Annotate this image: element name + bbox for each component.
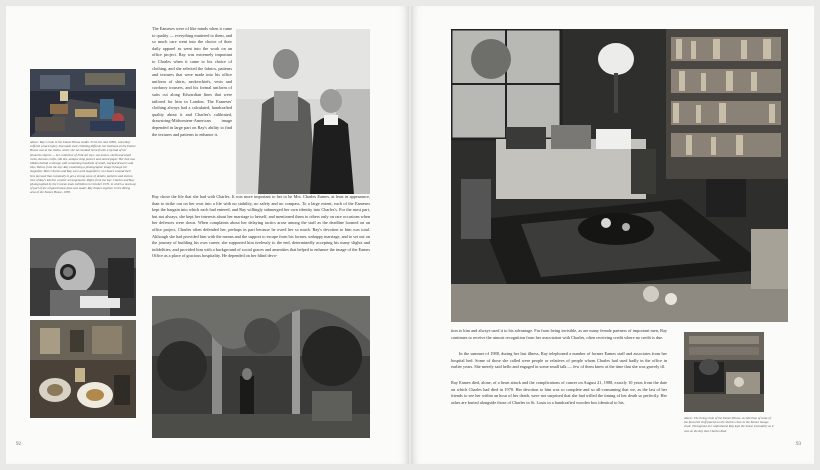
left-column-text: The Eameses were of like minds when it came to quality — everything mattered to them, and so much care went into the choice of their daily apparel as went into the work on an office project. Ray was extremely important to Charles when it came to his choice of clothing, and she selected the fabrics, patterns and textures that were made into his office uniform of shirts, neckerchiefs, vests and corduroy trousers, and his formal uniform of suits cut along Edwardian lines that were tailored for him in London. The Eameses' clothing always had a calculated, handcrafted quality about it and Charles's calibrated, drawstring-Midwestern-American image depended in large part on Ray's ability to find the textures and patterns to enhance it. — [152, 26, 232, 137]
right-body-text-3: Ray Eames died, alone, of a heart attack and the complications of cancer on August 21, 1988, exactly 10 years from the date on which Charles had died in 1978. Her devotion to him was so complete and so all-consuming that we, as the last of her friends to see her within an hour of her death, were not surprised that she had willed the timing of her death so perfectly. Her ashes are buried alongside those of Charles in St. Louis in a handcrafted wooden box identical to his. — [451, 380, 667, 405]
photo-living-room — [451, 29, 788, 322]
photo-charles-and-ray — [236, 29, 370, 194]
photo-small-living-room — [684, 332, 764, 412]
left-page — [6, 6, 409, 464]
right-folio: 93 — [796, 442, 801, 447]
left-body-text: Ray chose the life that she had with Charles. It was more important to her to be Mrs. Charles Eames, at least in appearance, than to strike out on her own into a life with no stability, no safety and no compass. To a large extent, each of the Eameses kept the bargain into which each had entered, and Ray willingly submerged her own identity into Charles's. For the most part, but not always, she kept her interests about her marriage to herself, and mentioned them to others only on rare occasions when her defences were down. When complaints about her delaying tactics arose among the staff as the deadline loomed on an office project, Charles often defended her, perhaps in part because he owed her so much. Ray's devotion to him was total. Although she had provided him with the means and the support to escape from his former, unhappy marriage, and to set out on the journey of building his own career, she supported him tirelessly to the end, determinedly accepting his many slights and infidelities, and provided him with a background of social graces and amenities that helped to enhance the image of the Eames Office as a place of gracious hospitality. He depended on her blind devo- — [152, 194, 370, 259]
photo-kitchen-counter — [30, 320, 136, 418]
right-caption: Above: The living room of the Eames House. A collection of some of the favourite stuff placed on the shelves close to the Eames lounge chair. Throughout her widowhood, Ray kept the house essentially as it was on the day that Charles died. — [684, 416, 774, 433]
right-page — [411, 6, 814, 464]
right-body-text-1: tion to him and always used it to his advantage. Far from being invisible, as are many female partners of important men, Ray continues to receive the utmost recognition from her association with Charles, often receiving credit where no credit is due. — [451, 328, 667, 340]
photo-garden — [152, 296, 370, 438]
photo-magnifier — [30, 238, 136, 316]
left-caption: Above: Ray's room in the Eames House studio. From the mid 1960s, when Ray suffered a back injury that made stair climbing difficult, her bedroom at the Eames House was at the studio, where she surrounded herself with a myriad of her favourite objects — her collection of Folk Art toys, sea-stones, shells and small rocks, Korean crafts, silk ties, antique shop posters and stored paper. Her bed was hidden behind a storage wall containing hundreds of small, stacked drawers and bins. Below, from the top: Ray examining a photographic image through her magnifier. Both Charles and Ray were avid magnifiers; no chance around their lens pursued that constantly to get a strong sense of details, patterns and texture. One of Ray's kitchen counter arrangements. Right, from the top: Charles and Ray photographed by the Conran team exhibition in October 1970, in which a mock-up of part of the original house plan was made; Ray Eames together in the dining area of the Eames House, 1958. — [30, 140, 136, 195]
photo-studio-room — [30, 69, 136, 137]
right-body-text-2: In the summer of 1988, during her last illness, Ray telephoned a number of former Eames staff and associates from her hospital bed. Some of those she called were people or relatives of people whom Charles had used badly in the office in earlier years. She merely said hello and engaged in some small talk — few of them knew at the time that she was gravely ill. — [451, 351, 667, 370]
left-folio: 92 — [16, 442, 21, 447]
